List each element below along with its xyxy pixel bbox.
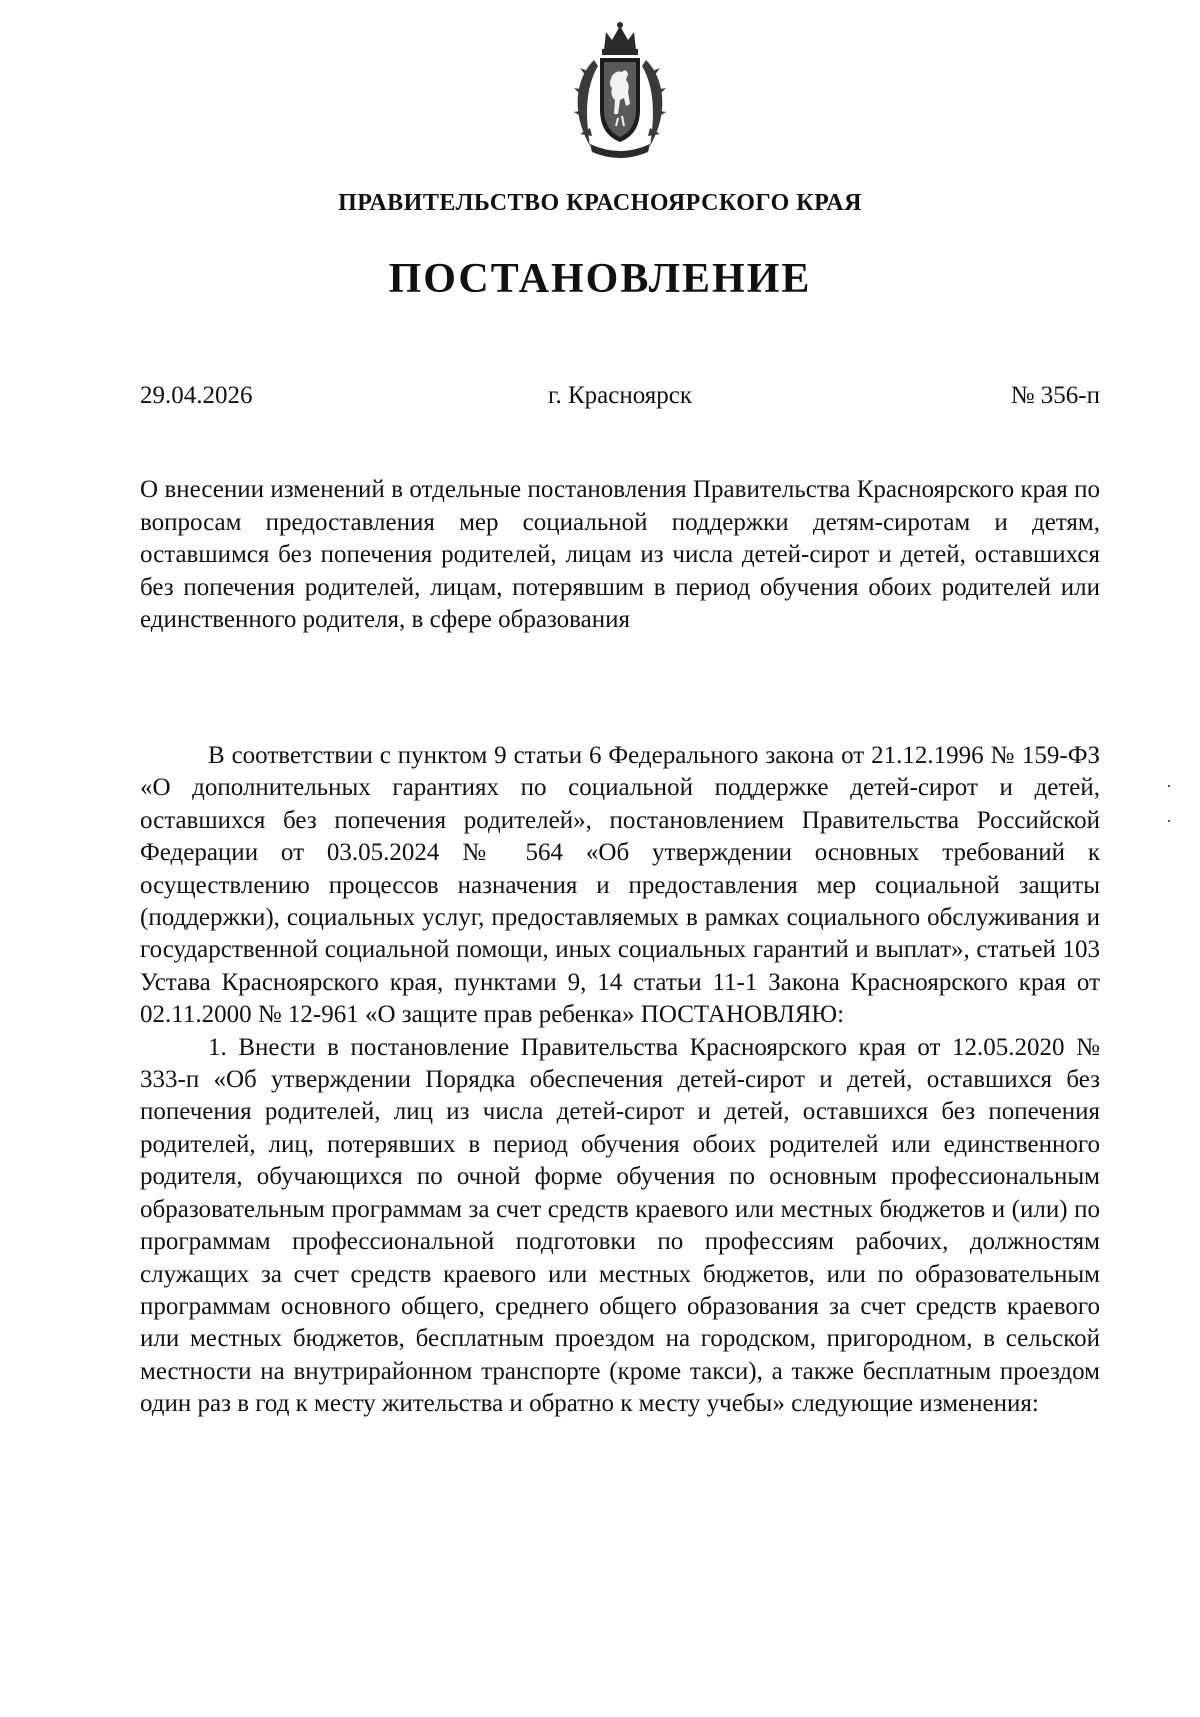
document-subject: О внесении изменений в отдельные постановления Правительства Красноярского края по вопросам предоставления мер социальной поддержки детям-сиротам и детям, оставшимся без попечения родителей, лицам из числа детей-сирот и детей, оставшихся без попечения родителей, лицам, потерявшим в период обучения обоих родителей или единственного родителя, в сфере образования	[140, 476, 1100, 633]
scan-speck	[1168, 785, 1170, 787]
document-number: № 356-п	[1010, 382, 1100, 409]
item-1-paragraph: 1. Внести в постановление Правительства Красноярского края от 12.05.2020 № 333-п «Об утверждении Порядка обеспечения детей-сирот и детей, оставшихся без попечения родителей, лиц из числа детей-сирот и детей, оставшихся без попечения родителей, лиц, потерявших в период обучения обоих родителей или единственного родителя, обучающихся по очной форме обучения по основным профессиональным образовательным программам за счет средств краевого или местных бюджетов и (или) по программам профессиональной подготовки по профессиям рабочих, должностям служащих за счет средств краевого или местных бюджетов, или по образовательным программам основного общего, среднего общего образования за счет средств краевого или местных бюджетов, бесплатным проездом на городском, пригородном, в сельской местности на внутрирайонном транспорте (кроме такси), а также бесплатным проездом один раз в год к месту жительства и обратно к месту учебы» следующие изменения:	[140, 1033, 1100, 1418]
coat-of-arms-icon	[560, 20, 680, 160]
document-body	[140, 740, 1100, 1421]
government-name: ПРАВИТЕЛЬСТВО КРАСНОЯРСКОГО КРАЯ	[338, 190, 862, 216]
document-date: 29.04.2026	[140, 382, 253, 409]
scan-speck	[1168, 820, 1170, 822]
document-city: г. Красноярск	[548, 382, 692, 409]
document-type-title: ПОСТАНОВЛЕНИЕ	[388, 256, 812, 302]
document-meta-row	[140, 382, 1100, 418]
preamble-paragraph: В соответствии с пунктом 9 статьи 6 Федерального закона от 21.12.1996 № 159-ФЗ «О дополнительных гарантиях по социальной поддержке детей-сирот и детей, оставшихся без попечения родителей», постановлением Правительства Российской Федерации от 03.05.2024 № 564 «Об утверждении основных требований к осуществлению процессов назначения и предоставления мер социальной защиты (поддержки), социальных услуг, предоставляемых в рамках социального обслуживания и государственной социальной помощи, иных социальных гарантий и выплат», статьей 103 Устава Красноярского края, пунктами 9, 14 статьи 11-1 Закона Красноярского края от 02.11.2000 № 12-961 «О защите прав ребенка» ПОСТАНОВЛЯЮ:	[140, 742, 1100, 1029]
